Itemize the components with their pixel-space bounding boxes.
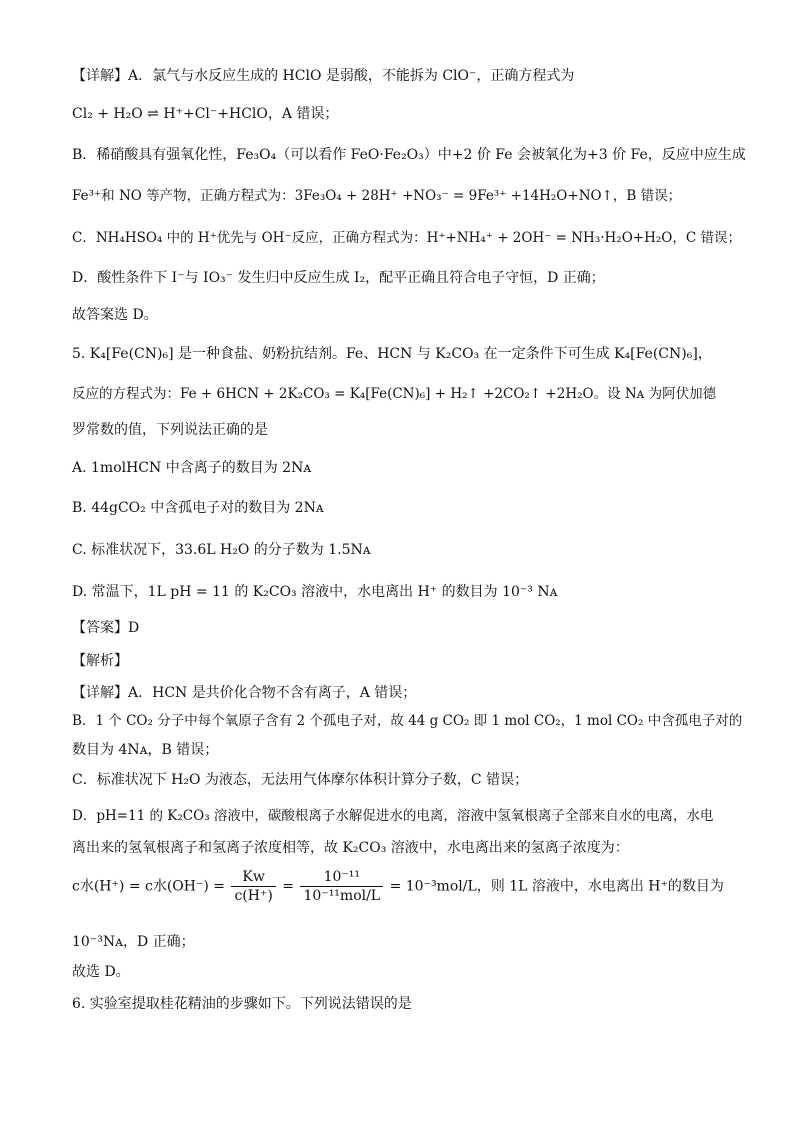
text-line: D．pH=11 的 K₂CO₃ 溶液中，碳酸根离子水解促进水的电离，溶液中氢氧根离子全部来自水的电离，水电	[72, 808, 714, 824]
formula-lhs: c水(H⁺) = c水(OH⁻) =	[72, 878, 226, 895]
formula-rhs: = 10⁻³mol/L，则 1L 溶液中，水电离出 H⁺的数目为	[389, 878, 724, 895]
text-line: 故选 D。	[72, 964, 130, 980]
text-line: 【详解】A．HCN 是共价化合物不含有离子，A 错误；	[72, 685, 417, 701]
fraction-values	[300, 868, 383, 905]
text-line: 数目为 4Nᴀ，B 错误；	[72, 742, 219, 758]
option-a: A. 1molHCN 中含离子的数目为 2Nᴀ	[72, 460, 312, 476]
text-line: C．标准状况下 H₂O 为液态，无法用气体摩尔体积计算分子数，C 错误；	[72, 772, 529, 788]
text-line: 10⁻³Nᴀ，D 正确；	[72, 934, 195, 950]
text-line: 【详解】A．氯气与水反应生成的 HClO 是弱酸，不能拆为 ClO⁻，正确方程式为	[72, 68, 575, 84]
answer-line: 【答案】D	[72, 620, 140, 636]
text-line: B．稀硝酸具有强氧化性，Fe₃O₄（可以看作 FeO·Fe₂O₃）中+2 价 Fe 会被氧化为+3 价 Fe，反应中应生成	[72, 147, 746, 163]
question-stem: 6. 实验室提取桂花精油的步骤如下。下列说法错误的是	[72, 996, 412, 1012]
analysis-heading: 【解析】	[72, 653, 128, 669]
text-line: D．酸性条件下 I⁻与 IO₃⁻ 发生归中反应生成 I₂，配平正确且符合电子守恒，D 正确；	[72, 270, 605, 286]
option-d: D. 常温下，1L pH = 11 的 K₂CO₃ 溶液中，水电离出 H⁺ 的数目为 10⁻³ Nᴀ	[72, 584, 558, 600]
text-line: B．1 个 CO₂ 分子中每个氧原子含有 2 个孤电子对，故 44 g CO₂ 即 1 mol CO₂，1 mol CO₂ 中含孤电子对的	[72, 713, 743, 729]
fraction-numerator: 10⁻¹¹	[300, 868, 383, 887]
fraction-kw	[231, 868, 275, 905]
question-stem: 5. K₄[Fe(CN)₆] 是一种食盐、奶粉抗结剂。Fe、HCN 与 K₂CO₃ 在一定条件下可生成 K₄[Fe(CN)₆]，	[72, 346, 712, 362]
text-line: 故答案选 D。	[72, 307, 158, 323]
option-b: B. 44gCO₂ 中含孤电子对的数目为 2Nᴀ	[72, 500, 324, 516]
question-stem: 反应的方程式为：Fe + 6HCN + 2K₂CO₃ = K₄[Fe(CN)₆] + H₂↑ +2CO₂↑ +2H₂O。设 Nᴀ 为阿伏加德	[72, 386, 717, 402]
fraction-denominator: 10⁻¹¹mol/L	[303, 888, 381, 904]
equals-sign: =	[282, 878, 295, 895]
fraction-denominator: c(H⁺)	[234, 888, 273, 904]
formula-line	[72, 868, 724, 905]
question-stem: 罗常数的值，下列说法正确的是	[72, 422, 268, 438]
text-line: 离出来的氢氧根离子和氢离子浓度相等，故 K₂CO₃ 溶液中，水电离出来的氢离子浓度为：	[72, 840, 629, 856]
text-line: C．NH₄HSO₄ 中的 H⁺优先与 OH⁻反应，正确方程式为：H⁺+NH₄⁺ + 2OH⁻ = NH₃·H₂O+H₂O，C 错误；	[72, 230, 741, 246]
text-line: Fe³⁺和 NO 等产物，正确方程式为：3Fe₃O₄ + 28H⁺ +NO₃⁻ = 9Fe³⁺ +14H₂O+NO↑，B 错误；	[72, 188, 682, 204]
equation-line: Cl₂ + H₂O ⇌ H⁺+Cl⁻+HClO，A 错误；	[72, 106, 339, 122]
fraction-numerator: Kw	[231, 868, 275, 887]
option-c: C. 标准状况下，33.6L H₂O 的分子数为 1.5Nᴀ	[72, 542, 371, 558]
